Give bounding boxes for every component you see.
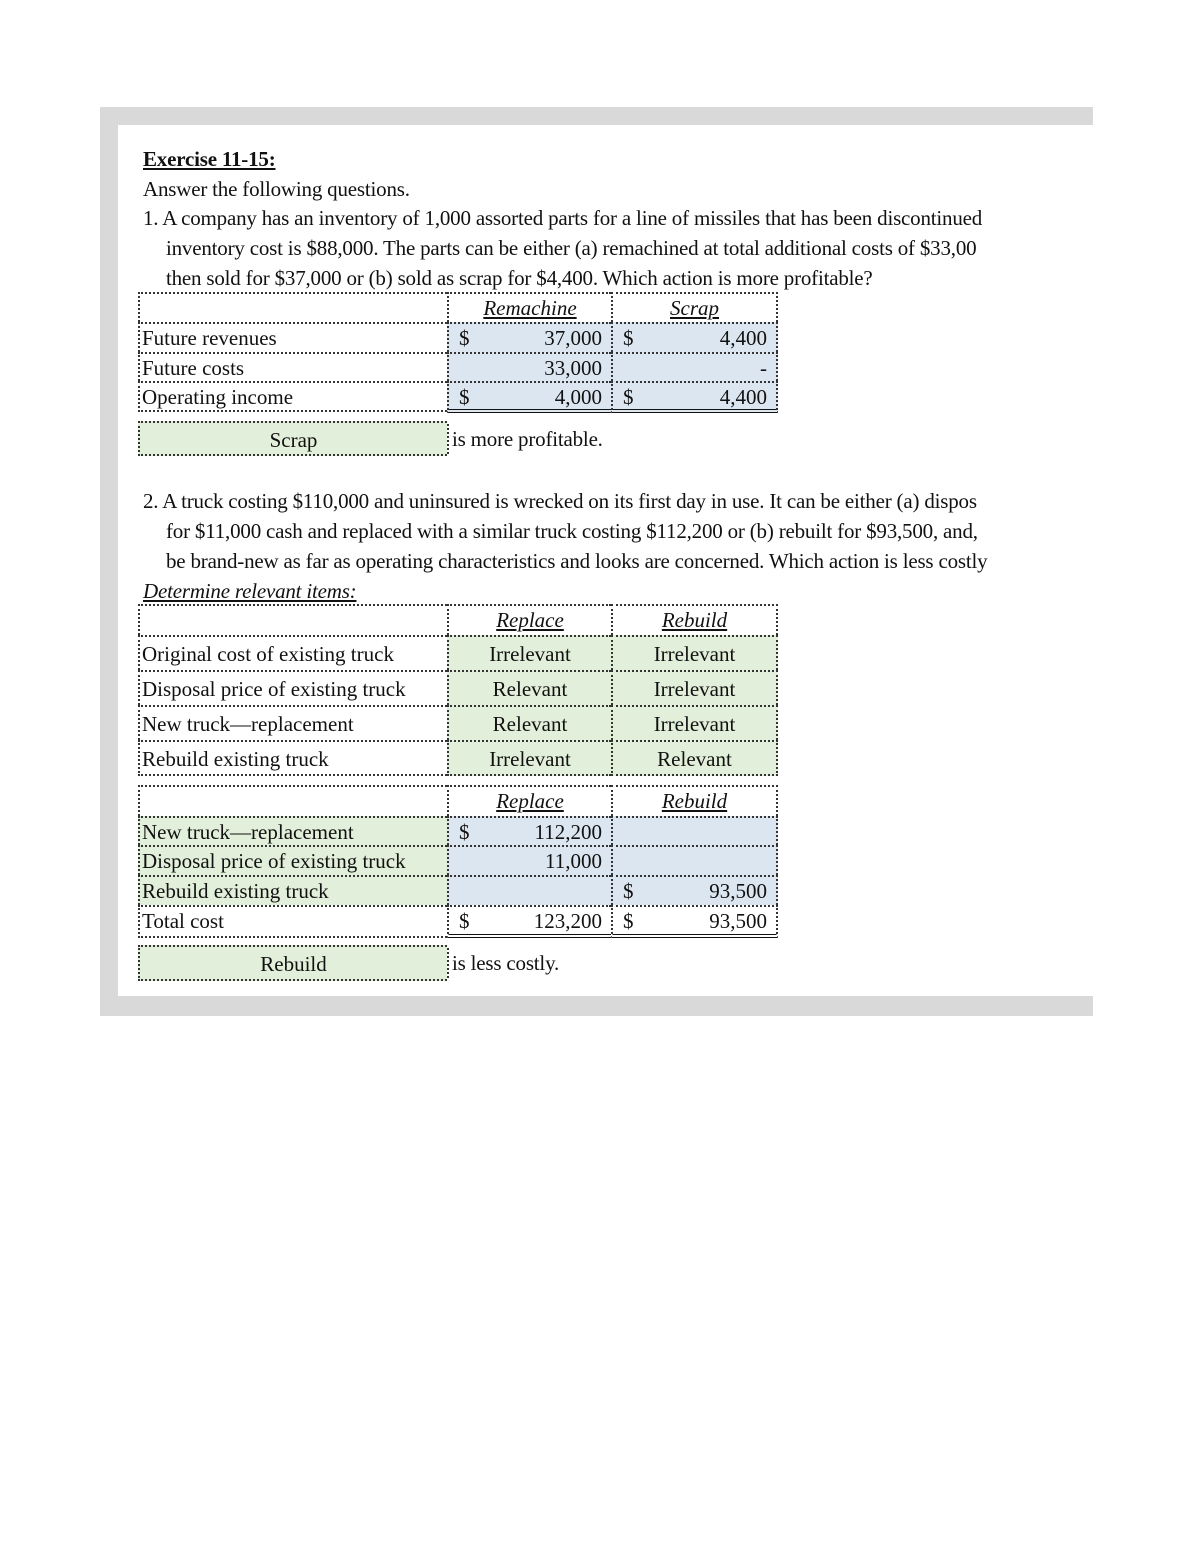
answer-cell-q1[interactable]: Scrap [138,421,447,456]
value: 37,000 [544,326,602,350]
rebuild-relevance-cell[interactable]: Irrelevant [611,635,778,670]
dollar-sign: $ [459,385,470,409]
column-header-scrap: Scrap [611,292,778,322]
question-1-line-1: 1. A company has an inventory of 1,000 assorted parts for a line of missiles that has been discontinued [143,206,983,230]
table-header-blank [138,785,447,816]
remachine-income-cell[interactable] [447,381,611,413]
question-2-line-2: for $11,000 cash and replaced with a similar truck costing $112,200 or (b) rebuilt for $93,500, and, [166,519,978,543]
rebuild-cost-cell[interactable] [611,816,778,845]
scrap-costs-cell[interactable] [611,352,778,381]
dollar-sign: $ [459,326,470,350]
column-header-remachine: Remachine [447,292,611,322]
column-header-rebuild: Rebuild [611,785,778,816]
row-label: Future revenues [138,322,447,352]
column-header-rebuild: Rebuild [611,604,778,635]
answer-cell-q2[interactable]: Rebuild [138,945,447,981]
replace-relevance-cell[interactable]: Relevant [447,670,611,705]
question-2-line-3: be brand-new as far as operating characteristics and looks are concerned. Which action is less costly [166,549,988,573]
remachine-revenue-cell[interactable] [447,322,611,352]
value: 112,200 [534,820,602,844]
rebuild-relevance-cell[interactable]: Relevant [611,740,778,776]
row-label: New truck—replacement [138,816,447,845]
instruction-text: Answer the following questions. [143,177,410,201]
row-label: Original cost of existing truck [138,635,447,670]
value: 4,400 [719,385,767,409]
value: 11,000 [545,849,602,873]
row-label: Rebuild existing truck [138,740,447,776]
row-label: Future costs [138,352,447,381]
scrap-revenue-cell[interactable] [611,322,778,352]
value: 93,500 [709,909,767,933]
question-1-line-3: then sold for $37,000 or (b) sold as scrap for $4,400. Which action is more profitable? [166,266,873,290]
dollar-sign: $ [623,909,634,933]
replace-total-cell[interactable] [447,905,611,938]
exercise-title: Exercise 11-15: [143,147,276,171]
replace-cost-cell[interactable] [447,875,611,905]
dollar-sign: $ [623,879,634,903]
remachine-costs-cell[interactable] [447,352,611,381]
answer-suffix-q2: is less costly. [447,948,559,978]
row-label: Disposal price of existing truck [138,845,447,875]
column-header-replace: Replace [447,604,611,635]
value: 4,400 [719,326,767,350]
row-label: New truck—replacement [138,705,447,740]
value: 33,000 [544,356,602,380]
value: 4,000 [554,385,602,409]
rebuild-cost-cell[interactable] [611,845,778,875]
dollar-sign: $ [459,820,470,844]
dollar-sign: $ [459,909,470,933]
table-header-blank [138,292,447,322]
replace-relevance-cell[interactable]: Relevant [447,705,611,740]
value: 93,500 [709,879,767,903]
replace-cost-cell[interactable] [447,845,611,875]
row-label: Rebuild existing truck [138,875,447,905]
dollar-sign: $ [623,385,634,409]
table-header-blank [138,604,447,635]
dollar-sign: $ [623,326,634,350]
question-1-line-2: inventory cost is $88,000. The parts can be either (a) remachined at total additional costs of $33,00 [166,236,977,260]
answer-suffix-q1: is more profitable. [447,424,603,454]
question-2-line-1: 2. A truck costing $110,000 and uninsured is wrecked on its first day in use. It can be either (a) dispos [143,489,977,513]
determine-relevant-label: Determine relevant items: [143,579,357,603]
replace-cost-cell[interactable] [447,816,611,845]
row-label: Total cost [138,905,447,938]
replace-relevance-cell[interactable]: Irrelevant [447,635,611,670]
rebuild-cost-cell[interactable] [611,875,778,905]
rebuild-total-cell[interactable] [611,905,778,938]
rebuild-relevance-cell[interactable]: Irrelevant [611,670,778,705]
value: - [760,356,767,380]
scrap-income-cell[interactable] [611,381,778,413]
row-label: Disposal price of existing truck [138,670,447,705]
value: 123,200 [533,909,602,933]
replace-relevance-cell[interactable]: Irrelevant [447,740,611,776]
rebuild-relevance-cell[interactable]: Irrelevant [611,705,778,740]
row-label: Operating income [138,381,447,412]
column-header-replace: Replace [447,785,611,816]
